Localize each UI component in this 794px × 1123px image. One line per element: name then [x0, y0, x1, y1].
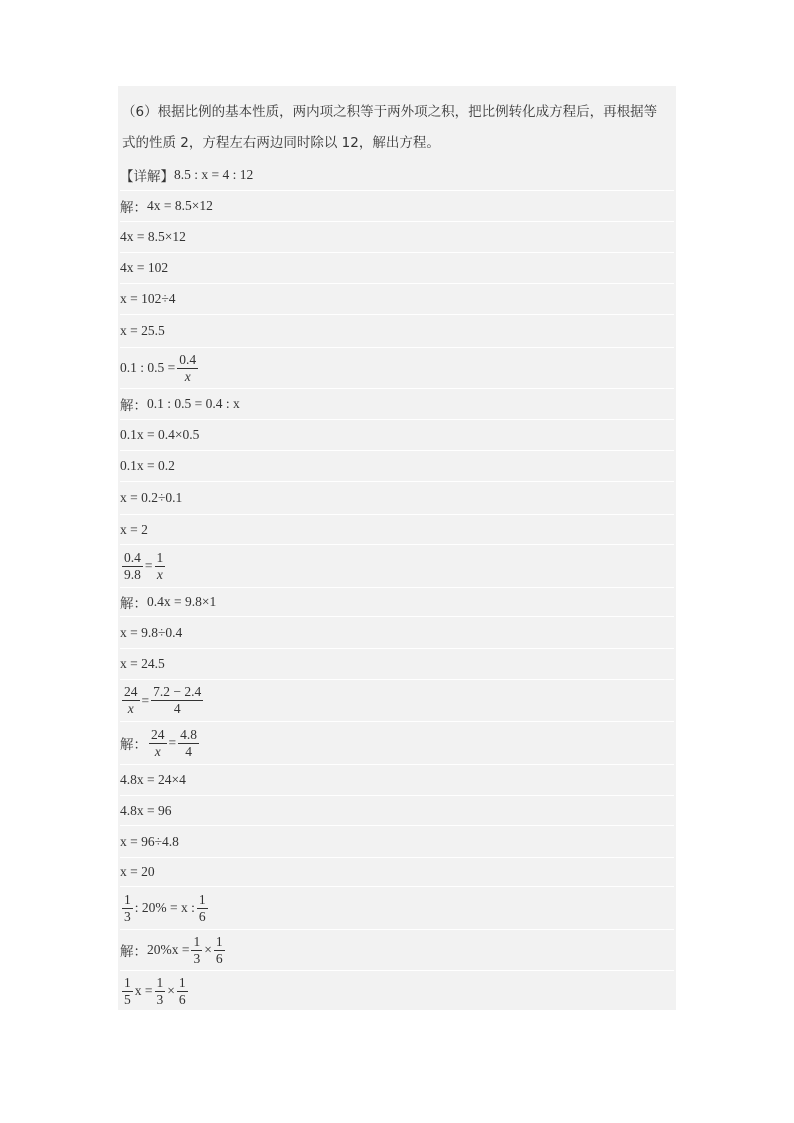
p5-step-2-times: ×	[167, 983, 175, 998]
p5-fraction-right	[197, 893, 208, 924]
p2-step-1	[120, 388, 674, 419]
p4-step-1-equals: =	[168, 735, 177, 750]
p5-step-2-b-numerator: 1	[178, 974, 186, 990]
p5-step-2-b-denominator: 6	[178, 991, 186, 1007]
p5-step-2-fraction-a	[155, 976, 166, 1007]
p5-fraction-left	[122, 893, 133, 924]
p3-step-2-text: x = 9.8÷0.4	[120, 624, 183, 640]
p5-step-2-a-denominator: 3	[156, 991, 164, 1007]
p2-step-4	[120, 481, 674, 514]
p5-step-1-fraction-a	[191, 935, 202, 966]
solve-label: 解：	[120, 737, 147, 753]
p4-head-row	[120, 679, 674, 721]
p2-step-2	[120, 419, 674, 450]
p4-fraction-right	[151, 685, 203, 716]
p4-step-3-text: 4.8x = 96	[120, 802, 172, 818]
solve-label: 解：	[120, 596, 147, 612]
p5-right-numerator: 1	[198, 891, 206, 907]
p1-step-4	[120, 283, 674, 314]
p2-step-3-text: 0.1x = 0.2	[120, 458, 175, 473]
p5-step-1-fraction-b	[214, 935, 225, 966]
p3-right-numerator: 1	[156, 549, 164, 565]
p4-left-numerator: 24	[124, 684, 138, 699]
explanation-line-2: 式的性质 2，方程左右两边同时除以 12，解出方程。	[122, 135, 440, 151]
p3-step-2	[120, 616, 674, 648]
p3-equals: =	[144, 558, 153, 573]
p2-head-row	[120, 347, 674, 388]
p3-head-row	[120, 544, 674, 587]
p1-step-5	[120, 314, 674, 347]
p3-left-denominator: 9.8	[124, 566, 141, 582]
p5-left-denominator: 3	[124, 908, 131, 924]
p4-step-5	[120, 857, 674, 886]
p5-step-2-fraction-coef	[122, 976, 133, 1007]
p4-step-2-text: 4.8x = 24×4	[120, 772, 186, 787]
p4-step-4-text: x = 96÷4.8	[120, 833, 179, 849]
p5-step-1-left: 20%x =	[147, 942, 190, 957]
p4-step-1-fraction-right	[178, 728, 199, 759]
p3-step-3	[120, 648, 674, 679]
p2-step-2-text: 0.1x = 0.4×0.5	[120, 427, 200, 442]
p5-head-row	[120, 886, 674, 929]
solve-label: 解：	[120, 398, 147, 414]
explanation-text	[118, 97, 674, 159]
p1-head-row	[120, 163, 674, 187]
p4-step-1-left-denominator: x	[154, 743, 161, 759]
p2-step-5	[120, 514, 674, 544]
p2-fraction	[177, 353, 198, 384]
p4-fraction-left	[122, 685, 140, 716]
p1-step-5-text: x = 25.5	[120, 323, 165, 338]
p3-step-3-text: x = 24.5	[120, 656, 165, 671]
p3-step-1	[120, 587, 674, 616]
p4-step-1	[120, 721, 674, 764]
p3-fraction-left	[122, 551, 143, 582]
p4-step-1-right-numerator: 4.8	[180, 726, 197, 742]
p1-equation: 8.5 : x = 4 : 12	[174, 167, 254, 182]
p5-step-2-middle: x =	[134, 983, 153, 998]
p1-step-3	[120, 252, 674, 283]
p5-step-1-b-denominator: 6	[215, 950, 223, 966]
p4-step-4	[120, 825, 674, 857]
p2-fraction-denominator: x	[184, 368, 191, 384]
solve-label: 解：	[120, 200, 147, 216]
detail-label: 【详解】	[120, 169, 174, 185]
p3-fraction-right	[155, 551, 166, 582]
p5-step-1-a-numerator: 1	[193, 933, 201, 949]
p5-left-numerator: 1	[124, 891, 131, 907]
p4-step-1-right-denominator: 4	[185, 743, 192, 759]
p5-step-1-times: ×	[204, 942, 212, 957]
p4-step-3	[120, 795, 674, 825]
p3-right-denominator: x	[156, 566, 163, 582]
p2-equation-left: 0.1 : 0.5 =	[120, 360, 176, 375]
p5-right-denominator: 6	[198, 908, 206, 924]
p5-step-1	[120, 929, 674, 970]
p4-right-denominator: 4	[173, 701, 181, 716]
p4-step-1-fraction-left	[149, 728, 167, 759]
solve-label: 解：	[120, 944, 147, 960]
p3-left-numerator: 0.4	[124, 549, 141, 565]
p2-step-4-text: x = 0.2÷0.1	[120, 490, 183, 505]
p5-step-2-coef-denominator: 5	[124, 991, 131, 1007]
p1-step-1-text: 4x = 8.5×12	[147, 198, 213, 213]
p1-step-1	[120, 190, 674, 221]
p4-step-1-left-numerator: 24	[151, 726, 165, 742]
p5-step-1-b-numerator: 1	[215, 933, 223, 949]
p1-step-2-text: 4x = 8.5×12	[120, 229, 186, 244]
p5-step-2	[120, 970, 674, 1011]
p5-step-2-coef-numerator: 1	[124, 974, 131, 990]
p2-step-3	[120, 450, 674, 481]
p5-step-2-fraction-b	[177, 976, 188, 1007]
p4-left-denominator: x	[127, 701, 134, 716]
p2-fraction-numerator: 0.4	[179, 351, 197, 367]
p1-step-2	[120, 221, 674, 252]
p2-step-1-text: 0.1 : 0.5 = 0.4 : x	[147, 396, 240, 411]
p5-step-1-a-denominator: 3	[193, 950, 201, 966]
p4-step-5-text: x = 20	[120, 864, 155, 879]
p4-equals: =	[141, 692, 150, 708]
p1-step-4-text: x = 102÷4	[120, 291, 176, 306]
p1-step-3-text: 4x = 102	[120, 260, 169, 275]
p2-step-5-text: x = 2	[120, 521, 148, 537]
p3-step-1-text: 0.4x = 9.8×1	[147, 594, 217, 609]
p5-step-2-a-numerator: 1	[156, 974, 164, 990]
p4-right-numerator: 7.2 − 2.4	[153, 684, 202, 699]
explanation-line-1: （6）根据比例的基本性质，两内项之积等于两外项之积，把比例转化成方程后，再根据等	[122, 104, 658, 120]
p4-step-2	[120, 764, 674, 795]
p5-middle: : 20% = x :	[134, 900, 195, 915]
